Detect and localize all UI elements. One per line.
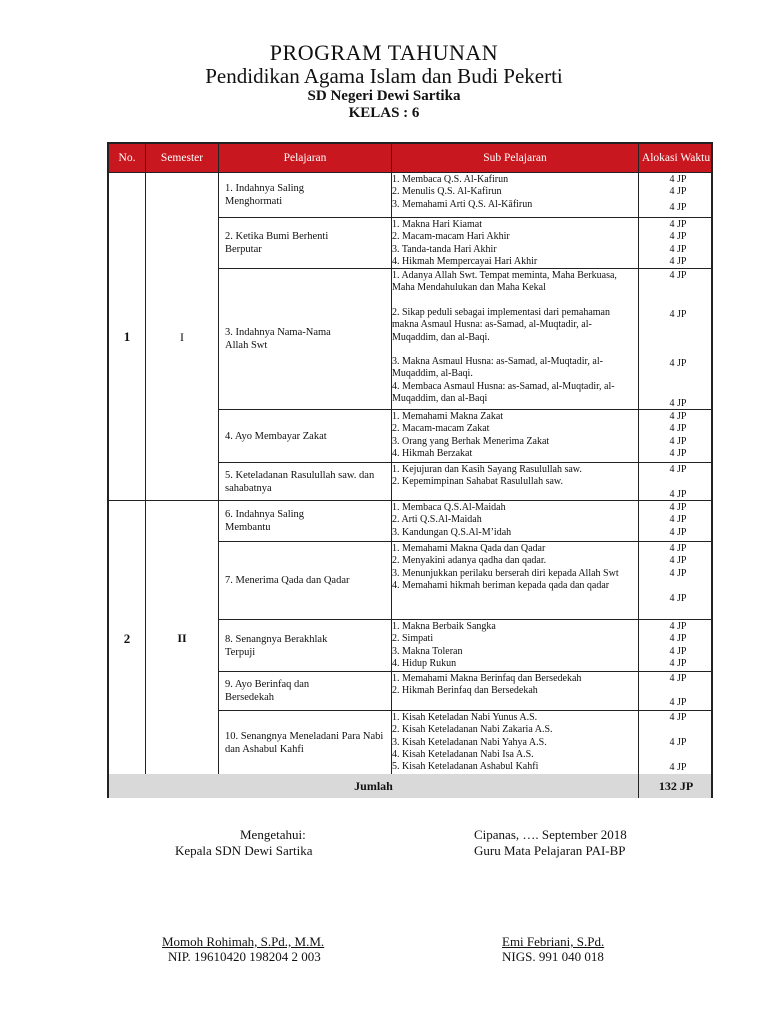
jp-value: 4 JP [669, 219, 687, 230]
semester-label: II [177, 631, 187, 645]
sub-lesson-item: 4. Membaca Asmaul Husna: as-Samad, al-Muqtadir, al-Muqaddim, dan al-Baqi [392, 381, 615, 405]
jp-value: 4 JP [669, 633, 687, 644]
jp-value: 4 JP [669, 673, 687, 684]
sub-lesson-item: 3. Menunjukkan perilaku berserah diri kepada Allah Swt [392, 567, 619, 579]
jp-value: 4 JP [669, 646, 687, 657]
jp-value: 4 JP [669, 464, 687, 475]
sub-lesson-item: 3. Tanda-tanda Hari Akhir [392, 243, 497, 255]
sub-lesson-item: 3. Orang yang Berhak Menerima Zakat [392, 435, 550, 447]
jp-value: 4 JP [669, 489, 687, 500]
col-header-sub-pelajaran: Sub Pelajaran [483, 152, 547, 164]
lesson-title [219, 712, 393, 774]
col-header-no: No. [118, 152, 136, 164]
jp-value: 4 JP [669, 568, 687, 579]
sub-lesson-list [392, 174, 638, 211]
sub-lesson-list [392, 411, 638, 460]
sub-lesson-item: 1. Membaca Q.S. Al-Kafirun [392, 174, 509, 185]
sub-lesson-item: 1. Kisah Keteladan Nabi Yunus A.S. [392, 712, 538, 723]
sub-lesson-item: 4. Memahami hikmah beriman kepada qada dan qadar [392, 579, 610, 591]
total-label: Jumlah [354, 778, 393, 793]
sub-lesson-item: 4. Hidup Rukun [392, 657, 457, 669]
sub-lesson-item: 4. Kisah Keteladanan Nabi Isa A.S. [392, 748, 534, 760]
semester-label: I [180, 330, 184, 344]
jp-value: 4 JP [669, 737, 687, 748]
sub-lesson-list [392, 712, 638, 773]
lesson-title [219, 174, 393, 216]
class-label: KELAS : 6 [348, 105, 420, 121]
sub-lesson-item: 2. Kepemimpinan Sahabat Rasulullah saw. [392, 476, 563, 488]
jp-value: 4 JP [669, 174, 687, 185]
grid-line [218, 619, 713, 620]
lesson-title [219, 673, 393, 709]
lesson-title-text: 3. Indahnya Nama-Nama Allah Swt [225, 327, 331, 351]
jp-value: 4 JP [669, 358, 687, 369]
lesson-title [219, 543, 393, 618]
sub-lesson-item: 3. Makna Asmaul Husna: as-Samad, al-Muqtadir, al-Muqaddim, al-Baqi. [392, 356, 603, 380]
grid-line [638, 144, 639, 798]
jp-value: 4 JP [669, 423, 687, 434]
sub-lesson-item: 3. Makna Toleran [392, 645, 463, 657]
jp-value: 4 JP [669, 527, 687, 538]
sub-lesson-item: 1. Membaca Q.S.Al-Maidah [392, 502, 506, 513]
lesson-title-text: 2. Ketika Bumi Berhenti Berputar [225, 231, 329, 255]
sub-lesson-item: 1. Kejujuran dan Kasih Sayang Rasulullah saw. [392, 464, 582, 475]
sub-lesson-list [392, 673, 638, 698]
teacher-title: Guru Mata Pelajaran PAI-BP [474, 843, 626, 858]
sub-lesson-item: 2. Menyakini adanya qadha dan qadar. [392, 555, 547, 567]
jp-value: 4 JP [669, 543, 687, 554]
jp-value: 4 JP [669, 712, 687, 723]
jp-value: 4 JP [669, 502, 687, 513]
subject-title: Pendidikan Agama Islam dan Budi Pekerti [205, 64, 563, 88]
jp-value: 4 JP [669, 514, 687, 525]
school-name: SD Negeri Dewi Sartika [307, 88, 461, 104]
table-header-row [109, 144, 711, 172]
principal-title: Kepala SDN Dewi Sartika [175, 843, 313, 858]
jp-value: 4 JP [669, 658, 687, 669]
sub-lesson-item: 4. Hikmah Mempercayai Hari Akhir [392, 255, 538, 267]
jp-value: 4 JP [669, 697, 687, 708]
sub-lesson-item: 1. Memahami Makna Qada dan Qadar [392, 543, 546, 554]
lesson-title-text: 7. Menerima Qada dan Qadar [225, 575, 350, 586]
sub-lesson-list [392, 543, 638, 592]
lesson-title [219, 464, 393, 500]
jp-value: 4 JP [669, 448, 687, 459]
jp-value: 4 JP [669, 309, 687, 320]
acknowledged-label: Mengetahui: [240, 827, 306, 842]
grid-line [109, 172, 713, 173]
sub-lesson-item: 2. Simpati [392, 633, 434, 645]
sub-lesson-item: 2. Hikmah Berinfaq dan Bersedekah [392, 685, 538, 697]
lesson-title [219, 411, 393, 461]
jp-value: 4 JP [669, 202, 687, 213]
jp-value: 4 JP [669, 555, 687, 566]
jp-value: 4 JP [669, 186, 687, 197]
lesson-title-text: 1. Indahnya Saling Menghormati [225, 183, 305, 207]
jp-value: 4 JP [669, 231, 687, 242]
grid-line [218, 462, 713, 463]
place-date: Cipanas, …. September 2018 [474, 827, 627, 842]
sub-lesson-item: 3. Kisah Keteladanan Nabi Yahya A.S. [392, 736, 547, 748]
teacher-name: Emi Febriani, S.Pd. [502, 934, 605, 949]
document-title: PROGRAM TAHUNAN [269, 40, 499, 65]
sub-lesson-list [392, 464, 638, 489]
lesson-title-text: 5. Keteladanan Rasulullah saw. dan sahabatnya [225, 470, 375, 494]
program-table [107, 142, 713, 798]
grid-line [218, 217, 713, 218]
sub-lesson-list [392, 502, 638, 539]
col-header-alokasi-waktu: Alokasi Waktu [641, 152, 711, 164]
grid-line [218, 710, 713, 711]
grid-line [218, 409, 713, 410]
row-number: 1 [123, 329, 131, 344]
grid-line [109, 500, 713, 501]
jp-value: 4 JP [669, 256, 687, 267]
grid-line [145, 144, 146, 798]
col-header-pelajaran: Pelajaran [283, 152, 327, 164]
lesson-title [219, 621, 393, 670]
grid-line [218, 541, 713, 542]
lesson-title-text: 10. Senangnya Meneladani Para Nabi dan Ashabul Kahfi [225, 731, 384, 755]
teacher-nigs: NIGS. 991 040 018 [502, 949, 604, 964]
principal-name: Momoh Rohimah, S.Pd., M.M. [162, 934, 325, 949]
lesson-title-text: 9. Ayo Berinfaq dan Bersedekah [225, 679, 310, 703]
jp-value: 4 JP [669, 436, 687, 447]
sub-lesson-item: 2. Macam-macam Zakat [392, 423, 490, 435]
row-number: 2 [123, 631, 131, 646]
total-value: 132 JP [658, 778, 694, 793]
col-header-semester: Semester [160, 152, 204, 164]
sub-lesson-item: 1. Makna Hari Kiamat [392, 219, 482, 230]
sub-lesson-item: 2. Macam-macam Hari Akhir [392, 231, 510, 243]
sub-lesson-item: 1. Memahami Makna Berinfaq dan Bersedekah [392, 673, 582, 684]
sub-lesson-item: 2. Kisah Keteladanan Nabi Zakaria A.S. [392, 724, 553, 736]
jp-value: 4 JP [669, 621, 687, 632]
grid-line [218, 671, 713, 672]
sub-lesson-item: 2. Menulis Q.S. Al-Kafirun [392, 186, 502, 198]
sub-lesson-list [392, 270, 638, 406]
sub-lesson-item: 5. Kisah Keteladanan Ashabul Kahfi [392, 761, 539, 773]
principal-nip: NIP. 19610420 198204 2 003 [168, 949, 321, 964]
lesson-title [219, 502, 393, 540]
jp-value: 4 JP [669, 762, 687, 773]
lesson-title [219, 219, 393, 267]
sub-lesson-list [392, 219, 638, 268]
sub-lesson-item: 4. Hikmah Berzakat [392, 447, 473, 459]
jp-value: 4 JP [669, 244, 687, 255]
sub-lesson-item: 1. Adanya Allah Swt. Tempat meminta, Maha Berkuasa, Maha Mendahulukan dan Maha Kekal [392, 270, 617, 294]
sub-lesson-item: 2. Arti Q.S.Al-Maidah [392, 514, 482, 526]
jp-value: 4 JP [669, 270, 687, 281]
sub-lesson-item: 1. Makna Berbaik Sangka [392, 621, 496, 632]
lesson-title-text: 4. Ayo Membayar Zakat [225, 430, 327, 442]
jp-value: 4 JP [669, 411, 687, 422]
lesson-title-text: 6. Indahnya Saling Membantu [225, 509, 305, 533]
jp-value: 4 JP [669, 593, 687, 604]
jp-value: 4 JP [669, 398, 687, 409]
lesson-title-text: 8. Senangnya Berakhlak Terpuji [225, 633, 328, 658]
lesson-title [219, 270, 393, 408]
sub-lesson-item: 1. Memahami Makna Zakat [392, 411, 504, 422]
sub-lesson-item: 3. Kandungan Q.S.Al-M’idah [392, 526, 512, 538]
sub-lesson-item: 3. Memahami Arti Q.S. Al-Kāfirun [392, 198, 533, 210]
sub-lesson-item: 2. Sikap peduli sebagai implementasi dari pemahaman makna Asmaul Husna: as-Samad, al-Muqtadir, al-Muqaddim, dan al-Baqi. [392, 307, 610, 343]
sub-lesson-list [392, 621, 638, 670]
